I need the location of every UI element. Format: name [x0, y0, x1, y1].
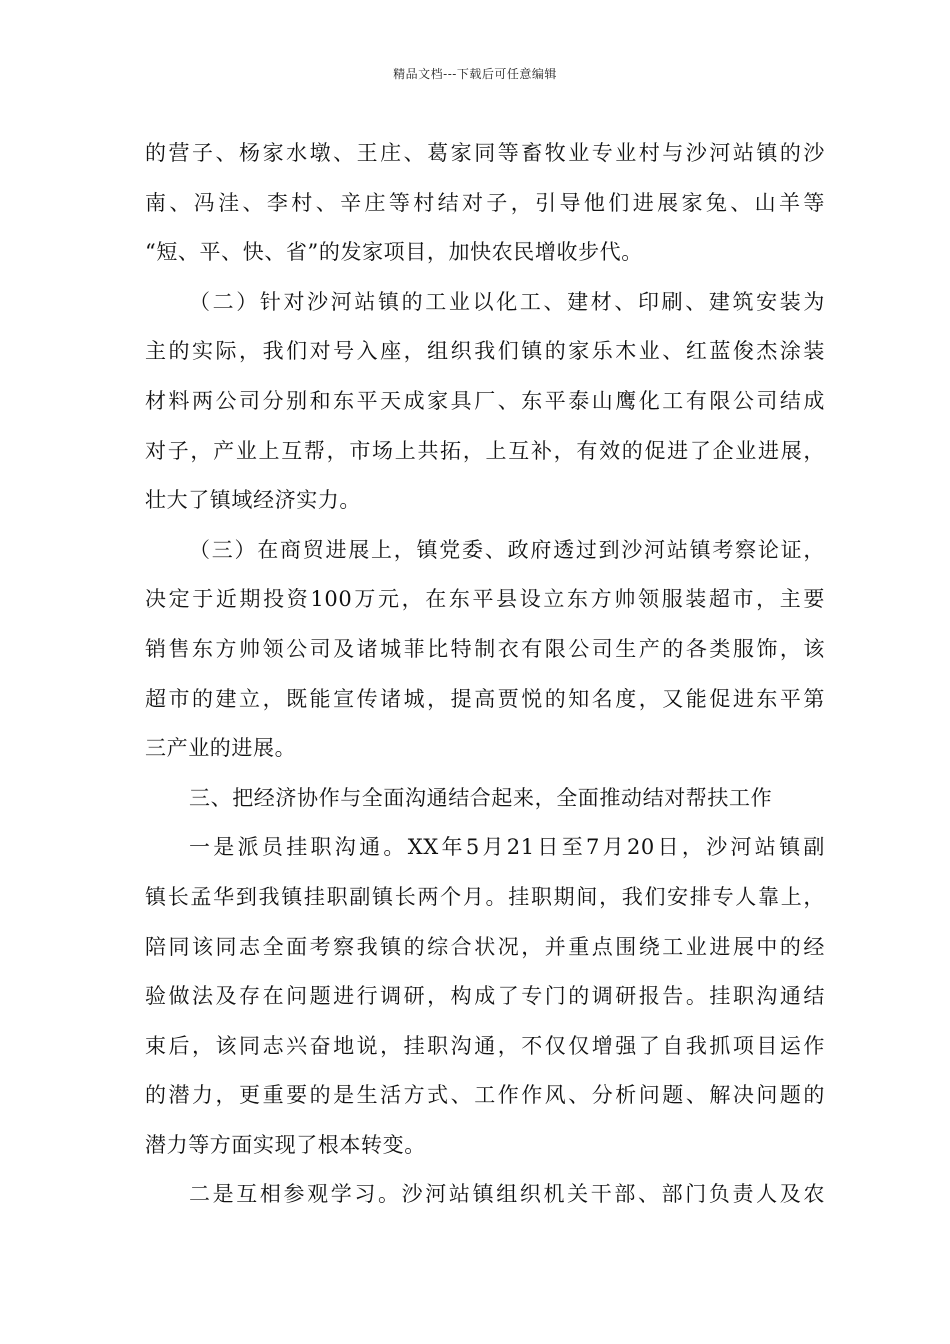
text-line: 潜力等方面实现了根本转变。 [145, 1132, 426, 1157]
text-line: （二）针对沙河站镇的工业以化工、建材、印刷、建筑安装为 [189, 289, 825, 314]
text-line: 材料两公司分别和东平天成家具厂、东平泰山鹰化工有限公司结成 [145, 388, 825, 413]
text-line: “短、平、快、省”的发家项目，加快农民增收步代。 [145, 240, 643, 265]
section-heading [145, 774, 825, 824]
text-line: 南、冯洼、李村、辛庄等村结对子，引导他们进展家兔、山羊等 [145, 190, 825, 215]
text-line: 镇长孟华到我镇挂职副镇长两个月。挂职期间，我们安排专人靠上， [145, 884, 825, 909]
text-line: 的营子、杨家水墩、王庄、葛家同等畜牧业专业村与沙河站镇的沙 [145, 141, 825, 165]
text-line: 二是互相参观学习。沙河站镇组织机关干部、部门负责人及农 [189, 1182, 825, 1207]
paragraph [145, 526, 825, 774]
text-line: 一是派员挂职沟通。XX年5月21日至7月20日，沙河站镇副 [189, 835, 825, 860]
text-line: 销售东方帅领公司及诸城菲比特制衣有限公司生产的各类服饰，该 [145, 636, 825, 661]
paragraph [145, 129, 825, 278]
text-line: 对子，产业上互帮，市场上共拓，上互补，有效的促进了企业进展， [145, 438, 825, 463]
text-line: 决定于近期投资100万元，在东平县设立东方帅领服装超市，主要 [145, 587, 825, 612]
text-line: 陪同该同志全面考察我镇的综合状况，并重点围绕工业进展中的经 [145, 934, 825, 959]
text-line: 三产业的进展。 [145, 736, 297, 761]
paragraph [145, 823, 825, 1170]
text-line: 的潜力，更重要的是生活方式、工作作风、分析问题、解决问题的 [145, 1083, 825, 1108]
text-line: 束后，该同志兴奋地说，挂职沟通，不仅仅增强了自我抓项目运作 [145, 1033, 825, 1058]
text-line: 超市的建立，既能宣传诸城，提高贾悦的知名度，又能促进东平第 [145, 686, 825, 711]
text-line: 验做法及存在问题进行调研，构成了专门的调研报告。挂职沟通结 [145, 984, 825, 1009]
text-line: 主的实际，我们对号入座，组织我们镇的家乐木业、红蓝俊杰涂装 [145, 339, 825, 364]
paragraph [145, 1170, 825, 1220]
document-body [145, 129, 825, 1220]
text-line: 三、把经济协作与全面沟通结合起来，全面推动结对帮扶工作 [189, 785, 773, 810]
page-header: 精品文档---下载后可任意编辑 [393, 67, 557, 81]
text-line: （三）在商贸进展上，镇党委、政府透过到沙河站镇考察论证， [189, 537, 825, 562]
text-line: 壮大了镇域经济实力。 [145, 488, 361, 513]
paragraph [145, 278, 825, 526]
